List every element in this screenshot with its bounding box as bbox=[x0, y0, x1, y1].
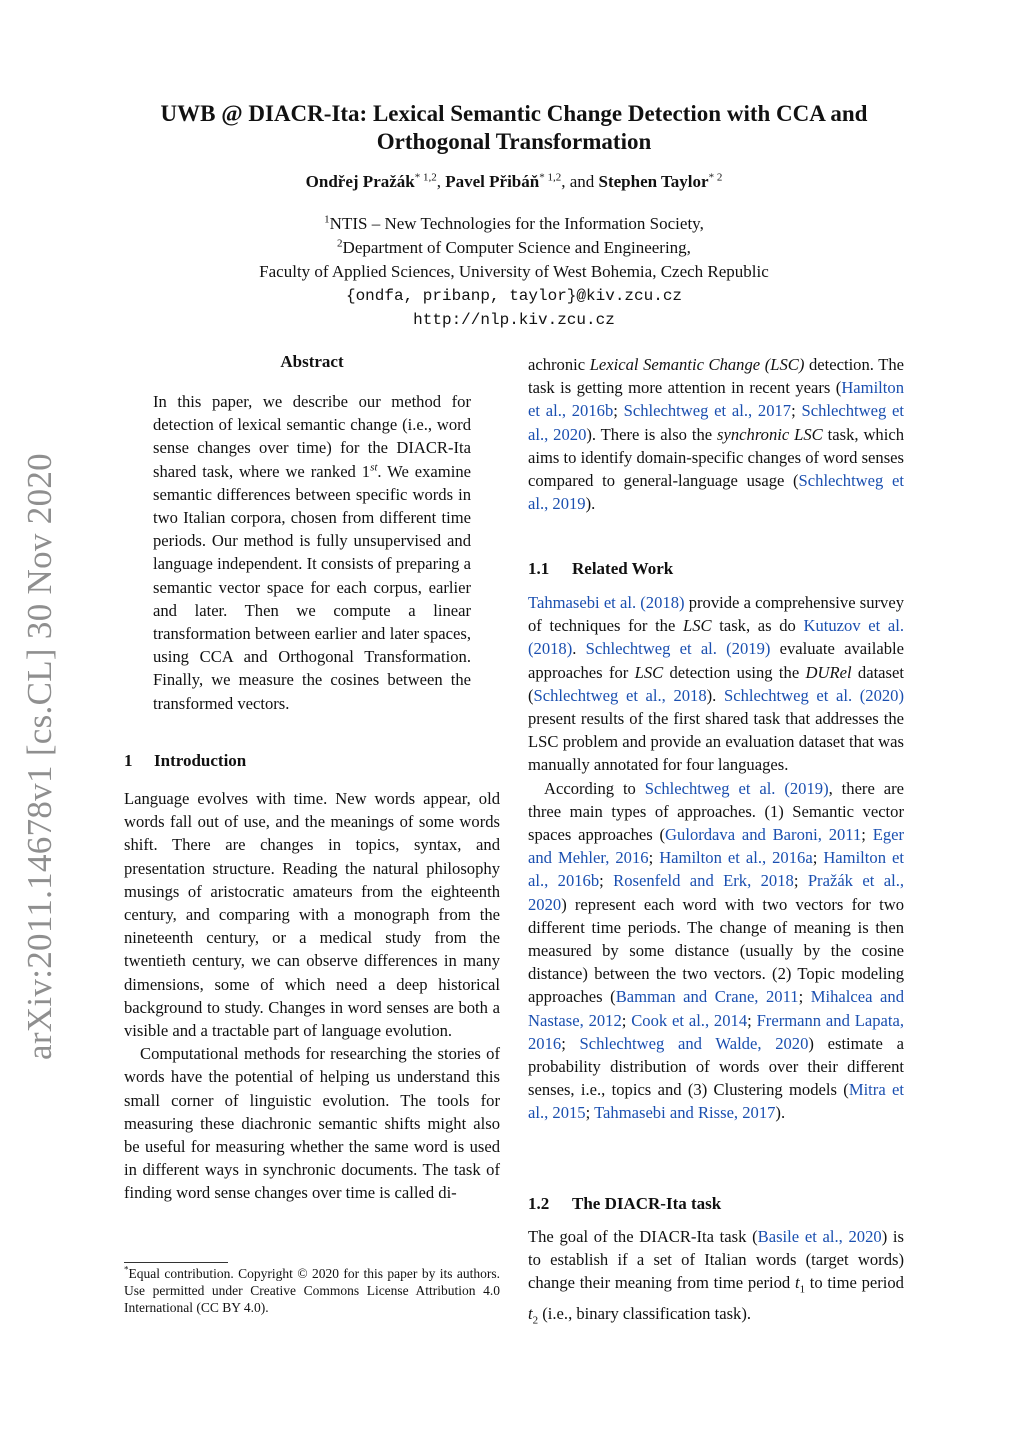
title-line-2: Orthogonal Transformation bbox=[376, 129, 652, 154]
author-emails: {ondfa, pribanp, taylor}@kiv.zcu.cz bbox=[345, 287, 683, 305]
citation-link[interactable]: Basile et al., 2020 bbox=[757, 1227, 882, 1246]
citation-link[interactable]: Schlechtweg et al. (2019) bbox=[644, 778, 829, 798]
separator: ; bbox=[561, 1033, 580, 1053]
separator: ; bbox=[648, 848, 660, 868]
text: The goal of the DIACR-Ita task ( bbox=[528, 1227, 758, 1246]
math-subscript: 1 bbox=[799, 1283, 806, 1296]
subsection-heading-related-work bbox=[528, 559, 673, 579]
author-name: Ondřej Pražák bbox=[305, 172, 415, 191]
citation-link[interactable]: Kutuzov et al. (2018) bbox=[528, 616, 905, 659]
abstract-heading: Abstract bbox=[280, 352, 344, 371]
citation-link[interactable]: Schlechtweg et al., 2017 bbox=[623, 401, 792, 421]
math-symbol: t bbox=[528, 1303, 533, 1323]
paper-title bbox=[100, 100, 928, 156]
citation-link[interactable]: Schlechtweg et al. (2020) bbox=[723, 685, 904, 705]
text: ) is to establish if a set of Italian words (target words) change their meaning from time period bbox=[528, 1227, 904, 1293]
text: , there are three main types of approaches. (1) Semantic vector spaces approaches ( bbox=[528, 778, 904, 845]
author-separator: , bbox=[436, 172, 446, 191]
footnote-mark: * bbox=[124, 1264, 129, 1275]
text: task, which aims to identify domain-specific changes of word senses compared to general-language usage ( bbox=[528, 424, 904, 491]
affiliation-text: Department of Computer Science and Engineering, bbox=[342, 238, 691, 257]
title-line-1: UWB @ DIACR-Ita: Lexical Semantic Change Detection with CCA and bbox=[160, 101, 868, 126]
affiliation-3: Faculty of Applied Sciences, University of West Bohemia, Czech Republic bbox=[259, 262, 769, 281]
footnote-rule bbox=[124, 1262, 228, 1263]
text: (i.e., binary classification task). bbox=[538, 1303, 752, 1323]
text: achronic bbox=[528, 355, 590, 374]
math-subscript: 2 bbox=[532, 1314, 539, 1327]
citation-link[interactable]: Mihalcea and Nastase, 2012 bbox=[528, 987, 905, 1030]
text: ). bbox=[585, 494, 596, 514]
separator: ; bbox=[798, 987, 811, 1007]
emphasis: synchronic LSC bbox=[717, 424, 823, 444]
citation-link[interactable]: Tahmasebi and Risse, 2017 bbox=[594, 1103, 776, 1123]
affiliation-mark: 2 bbox=[337, 237, 343, 250]
text: ) estimate a probability distribution of words over their different senses, i.e., topics and (3) Clustering models ( bbox=[528, 1033, 904, 1100]
abstract-body bbox=[153, 390, 471, 715]
section-title: The DIACR-Ita task bbox=[572, 1194, 722, 1213]
citation-link[interactable]: Schlechtweg et al., 2018 bbox=[533, 685, 707, 705]
paragraph: Computational methods for researching the stories of words have the potential of helping us understand this small corner of linguistic evolution. The tools for measuring these diachronic semantic shifts might also be useful for measuring whether the same word is used in different ways in synchronic documents. The task of finding word sense changes over time is called di- bbox=[124, 1044, 500, 1203]
author-marks: * 1,2 bbox=[414, 171, 437, 184]
separator: ; bbox=[791, 401, 802, 421]
diacr-ita-task-body bbox=[528, 1225, 904, 1332]
affiliation-mark: 1 bbox=[324, 213, 330, 226]
separator: ; bbox=[861, 825, 873, 845]
text: According to bbox=[544, 778, 645, 798]
text: task, as do bbox=[711, 616, 804, 636]
citation-link[interactable]: Pražák et al., 2020 bbox=[528, 871, 904, 914]
emphasis: Lexical Semantic Change (LSC) bbox=[589, 355, 805, 374]
author-list bbox=[100, 169, 928, 195]
citation-link[interactable]: Schlechtweg et al., 2019 bbox=[528, 471, 904, 514]
text: ). bbox=[706, 685, 724, 705]
author-marks: * 1,2 bbox=[539, 171, 562, 184]
section-number: 1.1 bbox=[528, 559, 550, 578]
ordinal-suffix: st bbox=[370, 461, 378, 474]
author-name: Stephen Taylor bbox=[598, 172, 709, 191]
section-number: 1 bbox=[124, 751, 133, 770]
citation-link[interactable]: Schlechtweg et al., 2020 bbox=[528, 401, 904, 444]
author-name: Pavel Přibáň bbox=[445, 172, 540, 191]
related-work-body bbox=[528, 591, 904, 1125]
citation-link[interactable]: Hamilton et al., 2016b bbox=[528, 848, 904, 891]
subsection-heading-diacr-ita-task bbox=[528, 1194, 721, 1214]
affiliation-1 bbox=[100, 212, 928, 236]
separator: ; bbox=[613, 401, 624, 421]
text: ) represent each word with two vectors for two different time periods. The change of meaning is then measured by some distance (usually by the cosine distance) between the two vectors. (2) Topic modeling approaches ( bbox=[528, 894, 904, 1007]
citation-link[interactable]: Rosenfeld and Erk, 2018 bbox=[613, 871, 794, 891]
text: evaluate available approaches for bbox=[528, 639, 904, 682]
citation-link[interactable]: Hamilton et al., 2016a bbox=[659, 848, 813, 868]
separator: ; bbox=[621, 1010, 632, 1030]
affiliation-text: NTIS – New Technologies for the Information Society, bbox=[329, 214, 704, 233]
separator: ; bbox=[599, 871, 614, 891]
affiliation-2 bbox=[100, 236, 928, 260]
separator: ; bbox=[585, 1103, 595, 1123]
text: ). bbox=[775, 1103, 786, 1123]
separator: ; bbox=[747, 1010, 757, 1030]
introduction-continued bbox=[528, 353, 904, 515]
affiliations bbox=[100, 212, 928, 332]
arxiv-stamp: arXiv:2011.14678v1 [cs.CL] 30 Nov 2020 bbox=[20, 453, 59, 1060]
citation-link[interactable]: Schlechtweg and Walde, 2020 bbox=[579, 1033, 809, 1053]
text: to time period bbox=[805, 1273, 904, 1293]
lab-url[interactable]: http://nlp.kiv.zcu.cz bbox=[413, 311, 615, 329]
section-heading-introduction bbox=[124, 751, 246, 771]
footnote-text: Equal contribution. Copyright © 2020 for this paper by its authors. Use permitted under Creative Commons License Attribution 4.0 International (CC BY 4.0). bbox=[124, 1266, 500, 1315]
citation-link[interactable]: Cook et al., 2014 bbox=[631, 1010, 748, 1030]
separator: ; bbox=[812, 848, 824, 868]
author-separator: , and bbox=[561, 172, 599, 191]
emphasis: LSC bbox=[634, 662, 664, 682]
citation-link[interactable]: Eger and Mehler, 2016 bbox=[528, 825, 905, 868]
section-title: Introduction bbox=[154, 751, 247, 770]
citation-link[interactable]: Schlechtweg et al. (2019) bbox=[585, 639, 771, 659]
citation-link[interactable]: Hamilton et al., 2016b bbox=[528, 378, 904, 421]
emphasis: LSC bbox=[683, 616, 712, 636]
section-title: Related Work bbox=[572, 559, 674, 578]
citation-link[interactable]: Mitra et al., 2015 bbox=[528, 1080, 904, 1123]
text: detection. The task is getting more attention in recent years ( bbox=[528, 355, 904, 398]
math-symbol: t bbox=[794, 1273, 800, 1293]
separator: ; bbox=[793, 871, 808, 891]
author-marks: * 2 bbox=[708, 171, 723, 184]
introduction-body bbox=[124, 787, 500, 1205]
text: . bbox=[572, 639, 586, 659]
citation-link[interactable]: Tahmasebi et al. (2018) bbox=[528, 593, 685, 612]
citation-link[interactable]: Frermann and Lapata, 2016 bbox=[528, 1010, 904, 1053]
text: present results of the first shared task that addresses the LSC problem and provide an evaluation dataset that was manually annotated for four languages. bbox=[528, 709, 904, 775]
text: detection using the bbox=[663, 662, 806, 682]
text: provide a comprehensive survey of techniques for the bbox=[528, 593, 904, 636]
abstract-text: In this paper, we describe our method for detection of lexical semantic change (i.e., word sense changes over time) for the DIACR-Ita shared task, where we ranked 1 bbox=[153, 392, 471, 481]
footnote bbox=[124, 1265, 500, 1316]
emphasis: DURel bbox=[805, 662, 852, 682]
section-number: 1.2 bbox=[528, 1194, 550, 1213]
citation-link[interactable]: Gulordava and Baroni, 2011 bbox=[665, 825, 862, 845]
text: ). There is also the bbox=[586, 424, 718, 444]
text: dataset ( bbox=[528, 662, 904, 705]
citation-link[interactable]: Bamman and Crane, 2011 bbox=[615, 987, 799, 1007]
paragraph: Language evolves with time. New words appear, old words fall out of use, and the meanings of some words shift. There are changes in topics, syntax, and presentation structure. Reading the natural philosophy musings of aristocratic amateurs from the eighteenth century, and comparing with a monograph from the nineteenth century, or a medical study from the twentieth century, we can observe differences in many dimensions, some of which need a deep historical background to study. Changes in word senses are both a visible and a tractable part of language evolution. bbox=[124, 789, 500, 1041]
abstract-text: . We examine semantic differences between specific words in two Italian corpora, chosen from different time periods. Our method is fully unsupervised and language independent. It consists of preparing a semantic vector space for each corpus, earlier and later. Then we compute a linear transformation between earlier and later spaces, using CCA and Orthogonal Transformation. Finally, we measure the cosines between the transformed vectors. bbox=[153, 461, 471, 713]
